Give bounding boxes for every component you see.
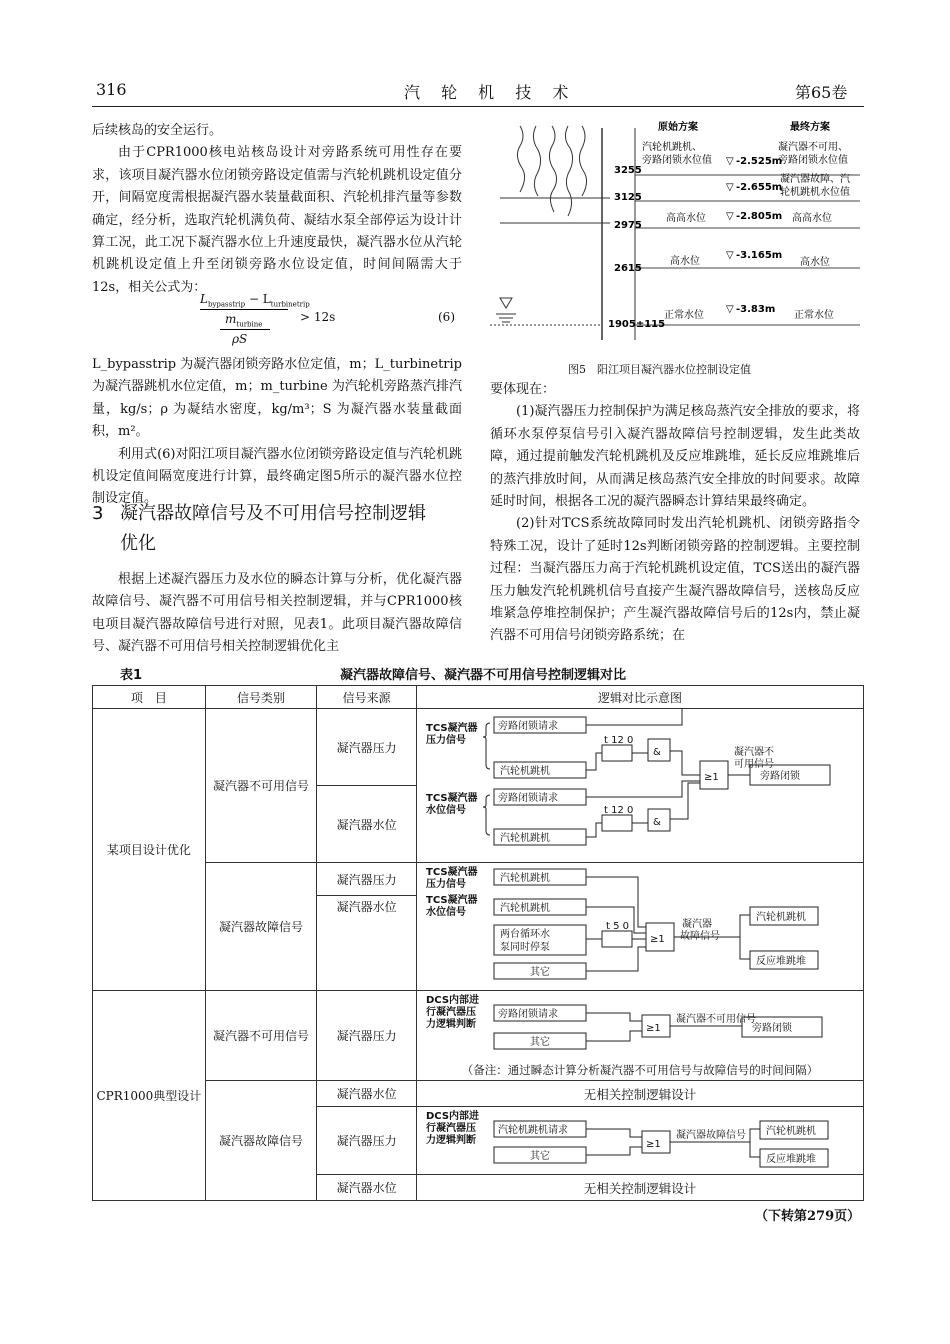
logic-label: 反应堆跳堆	[766, 1154, 816, 1165]
elev-label: 3255	[614, 165, 642, 176]
source-cell: 凝汽器水位	[317, 1081, 417, 1107]
left-column-3	[92, 569, 462, 659]
level-value: -2.805m	[736, 211, 783, 222]
table-header-row	[93, 686, 864, 709]
final-label: 旁路闭锁水位值	[778, 155, 848, 166]
logic-label: 水位信号	[426, 805, 466, 816]
no-logic-cell: 无相关控制逻辑设计	[417, 1081, 864, 1107]
logic-label: 旁路闭锁请求	[498, 721, 558, 732]
logic-label: 可用信号	[734, 759, 774, 770]
logic-label: 旁路闭锁请求	[498, 1009, 558, 1020]
level-value: -3.83m	[736, 304, 776, 315]
paragraph: L_bypasstrip 为凝汽器闭锁旁路水位定值，m；L_turbinetrip 为凝汽器跳机水位定值，m；m_turbine 为汽轮机旁路蒸汽排汽量，kg/s；ρ 为凝结水密度，kg/m³；S 为凝汽器水装量截面积，m²。	[92, 357, 462, 440]
formula-var: L	[200, 292, 208, 306]
final-label: 高水位	[800, 257, 830, 268]
logic-label: 汽轮机跳机	[500, 766, 550, 777]
source-cell: 凝汽器压力	[317, 1107, 417, 1175]
level-value: -3.165m	[736, 250, 783, 261]
logic-label: 旁路闭锁	[760, 771, 800, 782]
logic-label: 力逻辑判断	[426, 1135, 476, 1146]
orig-label: 正常水位	[664, 310, 704, 321]
formula-minus: − L	[245, 292, 271, 306]
level-row-3255	[614, 140, 860, 176]
category-cell: 凝汽器不可用信号	[205, 991, 317, 1081]
logic-label: 汽轮机跳机请求	[498, 1125, 568, 1136]
formula-var: m	[225, 312, 237, 326]
or-gate: ≥1	[646, 1023, 661, 1034]
header-rule	[92, 106, 864, 107]
logic-label: 力逻辑判断	[426, 1019, 476, 1030]
final-label: 正常水位	[794, 310, 834, 321]
proj-cell: CPR1000典型设计	[93, 991, 206, 1201]
level-row-2975	[614, 211, 860, 231]
elev-label: 1905±115	[608, 319, 666, 330]
logic-label: 汽轮机跳机	[756, 912, 806, 923]
table-header: 逻辑对比示意图	[417, 686, 864, 709]
orig-label: 旁路闭锁水位值	[642, 155, 712, 166]
right-column	[490, 379, 860, 648]
and-gate: &	[653, 747, 661, 758]
proj-cell: 某项目设计优化	[93, 709, 206, 991]
formula-sub: turbinetrip	[270, 300, 310, 309]
logic-label: 压力信号	[426, 879, 466, 890]
triangle-icon: ▽	[726, 182, 734, 193]
paragraph: 根据上述凝汽器压力及水位的瞬态计算与分析，优化凝汽器故障信号、凝汽器不可用信号相关控制逻辑，并与CPR1000核电项目凝汽器故障信号进行对照，见表1。此项目凝汽器故障信号、凝汽器不可用信号相关控制逻辑优化主	[92, 572, 462, 655]
section-title	[120, 499, 465, 559]
table-header: 项 目	[93, 686, 206, 709]
logic-label: TCS凝汽器	[426, 895, 478, 906]
source-cell: 凝汽器压力	[317, 863, 417, 896]
table-1	[92, 685, 864, 1201]
final-label: 高高水位	[792, 213, 832, 224]
logic-label: 行凝汽器压	[426, 1123, 476, 1134]
logic-label: 凝汽器不可用信号	[676, 1014, 756, 1025]
timer-label: t 12 0	[604, 805, 634, 816]
category-cell: 凝汽器故障信号	[205, 863, 317, 991]
formula-number: (6)	[438, 310, 455, 324]
source-cell: 凝汽器水位	[317, 786, 417, 863]
left-column-2	[92, 354, 462, 511]
logic-label: 泵同时停泵	[500, 942, 550, 953]
triangle-icon: ▽	[726, 211, 734, 222]
logic-label: 凝汽器故障信号	[676, 1130, 746, 1141]
logic-label: 凝汽器不	[734, 747, 774, 758]
or-gate: ≥1	[650, 934, 665, 945]
table-header: 信号来源	[317, 686, 417, 709]
logic-diagram-a-fault	[420, 863, 860, 987]
logic-label: 其它	[530, 1037, 550, 1048]
logic-label: 汽轮机跳机	[766, 1126, 816, 1137]
logic-label: 汽轮机跳机	[500, 873, 550, 884]
section-number: 3	[92, 503, 104, 524]
volume-label: 第65卷	[795, 83, 848, 102]
orig-label: 汽轮机跳机、	[642, 142, 702, 153]
final-label: 凝汽器不可用、	[778, 142, 848, 153]
level-row-2615	[614, 250, 860, 274]
source-cell: 凝汽器压力	[317, 709, 417, 786]
page-number: 316	[96, 80, 127, 99]
logic-label: 旁路闭锁	[752, 1023, 792, 1034]
paragraph: (2)针对TCS系统故障同时发出汽轮机跳机、闭锁旁路指令特殊工况，设计了延时12s判断闭锁旁路的控制逻辑。主要控制过程：当凝汽器压力高于汽轮机跳机设定值，TCS送出的凝汽器压力触发汽轮机跳机信号直接产生凝汽器故障信号，送核岛反应堆紧急停堆控制保护；产生凝汽器故障信号后的12s内，禁止凝汽器不可用信号闭锁旁路系统；在	[490, 516, 860, 644]
orig-label: 高高水位	[666, 213, 706, 224]
logic-cell	[417, 991, 864, 1081]
logic-cell	[417, 863, 864, 991]
continue-note: （下转第279页）	[755, 1209, 861, 1224]
category-cell: 凝汽器故障信号	[205, 1081, 317, 1201]
condenser-sketch	[500, 126, 610, 340]
or-gate: ≥1	[704, 772, 719, 783]
final-label: 凝汽器故障、汽	[780, 174, 850, 185]
logic-cell	[417, 709, 864, 863]
and-gate: &	[653, 817, 661, 828]
left-column	[92, 120, 462, 299]
logic-label: TCS凝汽器	[426, 867, 478, 878]
elev-label: 2615	[614, 263, 642, 274]
journal-title: 汽 轮 机 技 术	[404, 83, 577, 102]
logic-diagram-b-unavail	[420, 991, 860, 1061]
logic-label: 压力信号	[426, 735, 466, 746]
logic-label: TCS凝汽器	[426, 723, 478, 734]
logic-label: TCS凝汽器	[426, 793, 478, 804]
logic-label: 旁路闭锁请求	[498, 793, 558, 804]
table-header: 信号类别	[205, 686, 317, 709]
category-cell: 凝汽器不可用信号	[205, 709, 317, 863]
elev-label: 2975	[614, 220, 642, 231]
paragraph: 由于CPR1000核电站核岛设计对旁路系统可用性存在要求，该项目凝汽器水位闭锁旁路设定值需与汽轮机跳机设定值分开，间隔宽度需根据凝汽器水装量截面积、汽轮机排汽量等参数确定，经分析，选取汽轮机满负荷、凝结水泵全部停运为设计计算工况，此工况下凝汽器水位上升速度最快，凝汽器水位从汽轮机跳机设定值上升至闭锁旁路水位设定值，时间间隔需大于12s，相关公式为：	[92, 145, 462, 295]
formula-var: ρS	[232, 332, 248, 346]
section-title-line: 凝汽器故障信号及不可用信号控制逻辑	[120, 503, 426, 524]
formula-rhs: > 12s	[300, 310, 336, 324]
formula-sub: bypasstrip	[207, 300, 246, 309]
logic-label: 凝汽器	[682, 919, 712, 930]
logic-diagram-b-fault	[420, 1107, 860, 1171]
logic-label: DCS内部进	[426, 1111, 480, 1122]
level-row-3125	[614, 172, 860, 203]
triangle-icon: ▽	[726, 304, 734, 315]
logic-diagram-a-unavail	[420, 709, 860, 859]
logic-label: 两台循环水	[500, 929, 550, 940]
logic-label: 水位信号	[426, 907, 466, 918]
water-level-icon	[490, 298, 602, 325]
logic-cell	[417, 1107, 864, 1175]
paragraph: (1)凝汽器压力控制保护为满足核岛蒸汽安全排放的要求，将循环水泵停泵信号引入凝汽器故障信号控制逻辑，发生此类故障，通过提前触发汽轮机跳机及反应堆跳堆，延长反应堆跳堆后的蒸汽排放时间，从而满足核岛蒸汽安全排放的时间要求。故障延时时间，根据各工况的凝汽器瞬态计算结果最终确定。	[490, 404, 860, 510]
figure-caption: 图5 阳江项目凝汽器水位控制设定值	[568, 363, 751, 376]
table-label: 表1	[120, 668, 143, 683]
logic-label: 其它	[530, 1151, 550, 1162]
level-value: -2.655m	[736, 182, 783, 193]
fig-col-final: 最终方案	[790, 122, 830, 133]
logic-label: 行凝汽器压	[426, 1007, 476, 1018]
figure-5	[490, 118, 870, 368]
logic-label: 反应堆跳堆	[756, 956, 806, 967]
logic-label: 汽轮机跳机	[500, 903, 550, 914]
level-value: -2.525m	[736, 156, 783, 167]
or-gate: ≥1	[646, 1139, 661, 1150]
logic-label: 其它	[530, 967, 550, 978]
formula-sub: turbine	[236, 320, 263, 329]
fig-col-orig: 原始方案	[658, 122, 698, 133]
source-cell: 凝汽器水位	[317, 896, 417, 991]
logic-label: 汽轮机跳机	[500, 833, 550, 844]
section-title-line: 优化	[120, 533, 156, 554]
no-logic-cell: 无相关控制逻辑设计	[417, 1175, 864, 1201]
remark-note: （备注：通过瞬态计算分析凝汽器不可用信号与故障信号的时间间隔）	[461, 1063, 819, 1077]
paragraph: 要体现在：	[490, 382, 556, 397]
paragraph: 利用式(6)对阳江项目凝汽器水位闭锁旁路设定值与汽轮机跳机设定值间隔宽度进行计算，最终确定图5所示的凝汽器水位控制设定值。	[92, 446, 462, 507]
table-title: 凝汽器故障信号、凝汽器不可用信号控制逻辑对比	[340, 668, 627, 683]
final-label: 轮机跳机水位值	[780, 187, 850, 198]
paragraph: 后续核岛的安全运行。	[92, 123, 223, 138]
level-row-1905	[608, 304, 860, 330]
logic-label: 故障信号	[680, 931, 720, 942]
timer-label: t 12 0	[604, 735, 634, 746]
triangle-icon: ▽	[726, 156, 734, 167]
source-cell: 凝汽器压力	[317, 991, 417, 1081]
logic-label: DCS内部进	[426, 995, 480, 1006]
source-cell: 凝汽器水位	[317, 1175, 417, 1201]
elev-label: 3125	[614, 192, 642, 203]
orig-label: 高水位	[670, 256, 700, 267]
formula	[200, 292, 470, 352]
triangle-icon: ▽	[726, 250, 734, 261]
timer-label: t 5 0	[606, 921, 630, 932]
